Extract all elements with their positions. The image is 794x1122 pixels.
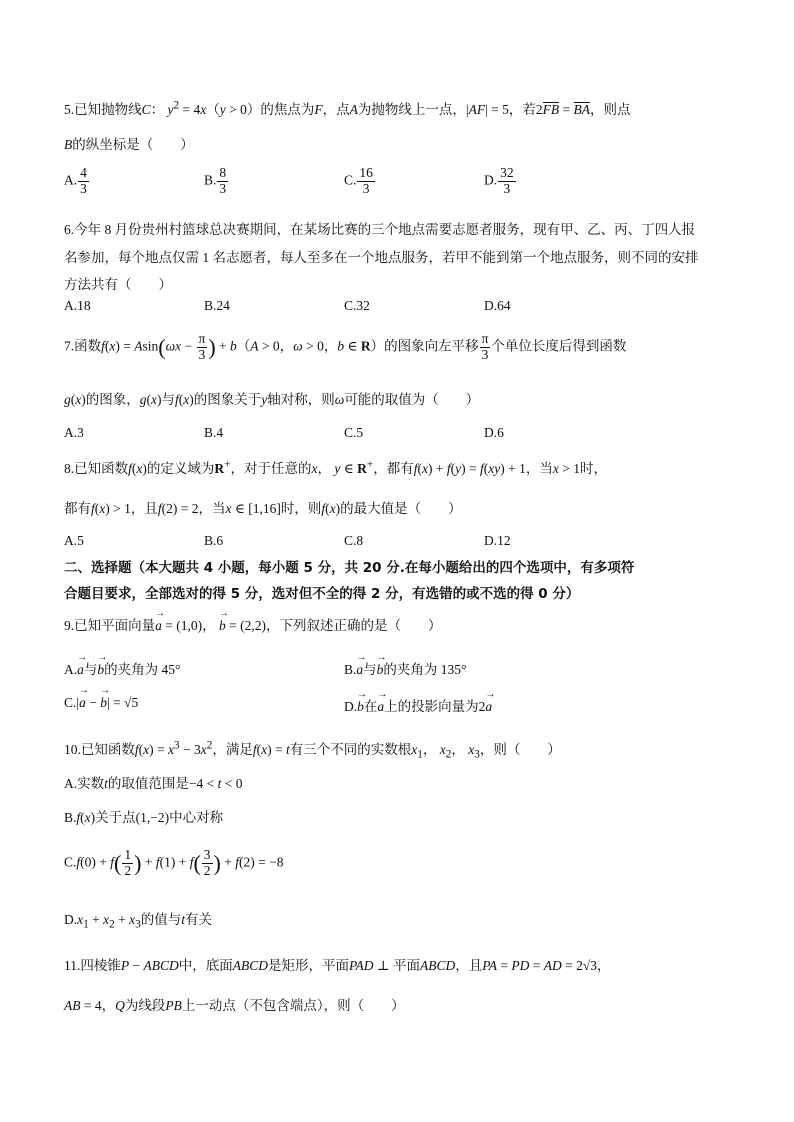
q7-option-d[interactable]: D.6 — [484, 425, 504, 440]
q10-option-b[interactable]: B.f(x)关于点(1,−2)中心对称 — [64, 810, 224, 825]
q9-option-d[interactable]: D.→ b在→ a上的投影向量为2→ a — [344, 695, 492, 715]
question-6-line-2: 名参加，每个地点仅需 1 名志愿者，每人至多在一个地点服务，若甲不能到第一个地点服务，则不同的安排 — [64, 250, 699, 265]
q7-option-c[interactable]: C.5 — [344, 425, 364, 440]
q5-option-d[interactable]: D. $\frac{32}{3}$ — [484, 165, 514, 196]
question-6-line-1: 6.今年 8 月份贵州村篮球总决赛期间，在某场比赛的三个地点需要志愿者服务，现有甲、乙、丙、丁四人报 — [64, 222, 696, 237]
section-2-heading-line-2: 合题目要求，全部选对的得 5 分，选对但不全的得 2 分，有选错的或不选的得 0 分） — [64, 586, 580, 602]
question-5-line-1: 5.已知抛物线C： $y^2 = 4x(y > 0)$的焦点为F，点A为抛物线上一点，|AF| = 5，若2FB = BA，则点 — [64, 99, 631, 117]
q10-option-c[interactable]: C.f(0) + f( $\frac{1}{2}$ ) + f(1) + f( $\frac{3}{2}$ ) + f(2) = −8 — [64, 847, 284, 878]
q5-option-a[interactable]: A. $\frac{4}{3}$ — [64, 165, 87, 196]
q8-option-d[interactable]: D.12 — [484, 533, 511, 548]
question-5-line-2: B的纵坐标是（ ） — [64, 137, 194, 152]
question-11-line-2: AB = 4，Q为线段PB上一动点（不包含端点），则（ ） — [64, 998, 405, 1013]
section-2-heading-line-1: 二、选择题（本大题共 4 小题，每小题 5 分，共 20 分.在每小题给出的四个选项中，有多项符 — [64, 560, 635, 576]
q10-option-a[interactable]: A.实数t的取值范围是−4 < t < 0 — [64, 776, 243, 791]
q9-option-b[interactable]: B.→ a与→ b的夹角为 135° — [344, 658, 466, 678]
q7-option-a[interactable]: A.3 — [64, 425, 84, 440]
question-7-line-2: g(x)的图象，g(x)与f(x)的图象关于y轴对称，则ω可能的取值为（ ） — [64, 392, 480, 407]
q6-option-d[interactable]: D.64 — [484, 298, 511, 313]
question-9-line-1: 9.已知平面向量→ a = (1,0)， → b = (2,2)，下列叙述正确的是（ ） — [64, 614, 441, 634]
q8-option-b[interactable]: B.6 — [204, 533, 224, 548]
q6-option-b[interactable]: B.24 — [204, 298, 230, 313]
q5-option-b[interactable]: B. $\frac{8}{3}$ — [204, 165, 227, 196]
question-8-line-2: 都有f(x) > 1，且f(2) = 2，当x ∈ [1,16]时，则f(x)的最大值是（ ） — [64, 501, 462, 516]
question-10-line-1: 10.已知函数$f(x) = x^3 - 3x^2$，满足f(x) = t有三个不同的实数根$x_1$， $x_2$， $x_3$，则（ ） — [64, 739, 561, 761]
q8-option-a[interactable]: A.5 — [64, 533, 84, 548]
question-7-line-1: 7.函数f(x) = Asin(ωx − $\frac{\pi}{3}$ ) + b（A > 0，ω > 0，b ∈ R）的图象向左平移 $\frac{\pi}{3}$ 个单位长度后得到函数 — [64, 331, 627, 362]
q8-option-c[interactable]: C.8 — [344, 533, 364, 548]
question-8-line-1: 8.已知函数f(x)的定义域为R+，对于任意的x， y ∈ R+，都有f(x) + f(y) = f(xy) + 1，当x > 1时， — [64, 458, 607, 476]
q10-option-d[interactable]: $D.x_1 + x_2 + x_3$的值与t有关 — [64, 912, 213, 931]
q6-option-a[interactable]: A.18 — [64, 298, 91, 313]
q7-option-b[interactable]: B.4 — [204, 425, 224, 440]
question-6-line-3: 方法共有（ ） — [64, 277, 172, 292]
q6-option-c[interactable]: C.32 — [344, 298, 370, 313]
q9-option-c[interactable]: C.|→ a − → b| = √5 — [64, 695, 138, 711]
q9-option-a[interactable]: A.→ a与→ b的夹角为 45° — [64, 658, 180, 678]
q5-option-c[interactable]: C. $\frac{16}{3}$ — [344, 165, 373, 196]
question-11-line-1: 11.四棱锥P − ABCD中，底面ABCD是矩形，平面PAD ⊥ 平面ABCD，且PA = PD = AD = 2√3， — [64, 958, 611, 973]
q5-label: 5.已知抛物线 — [64, 102, 142, 117]
